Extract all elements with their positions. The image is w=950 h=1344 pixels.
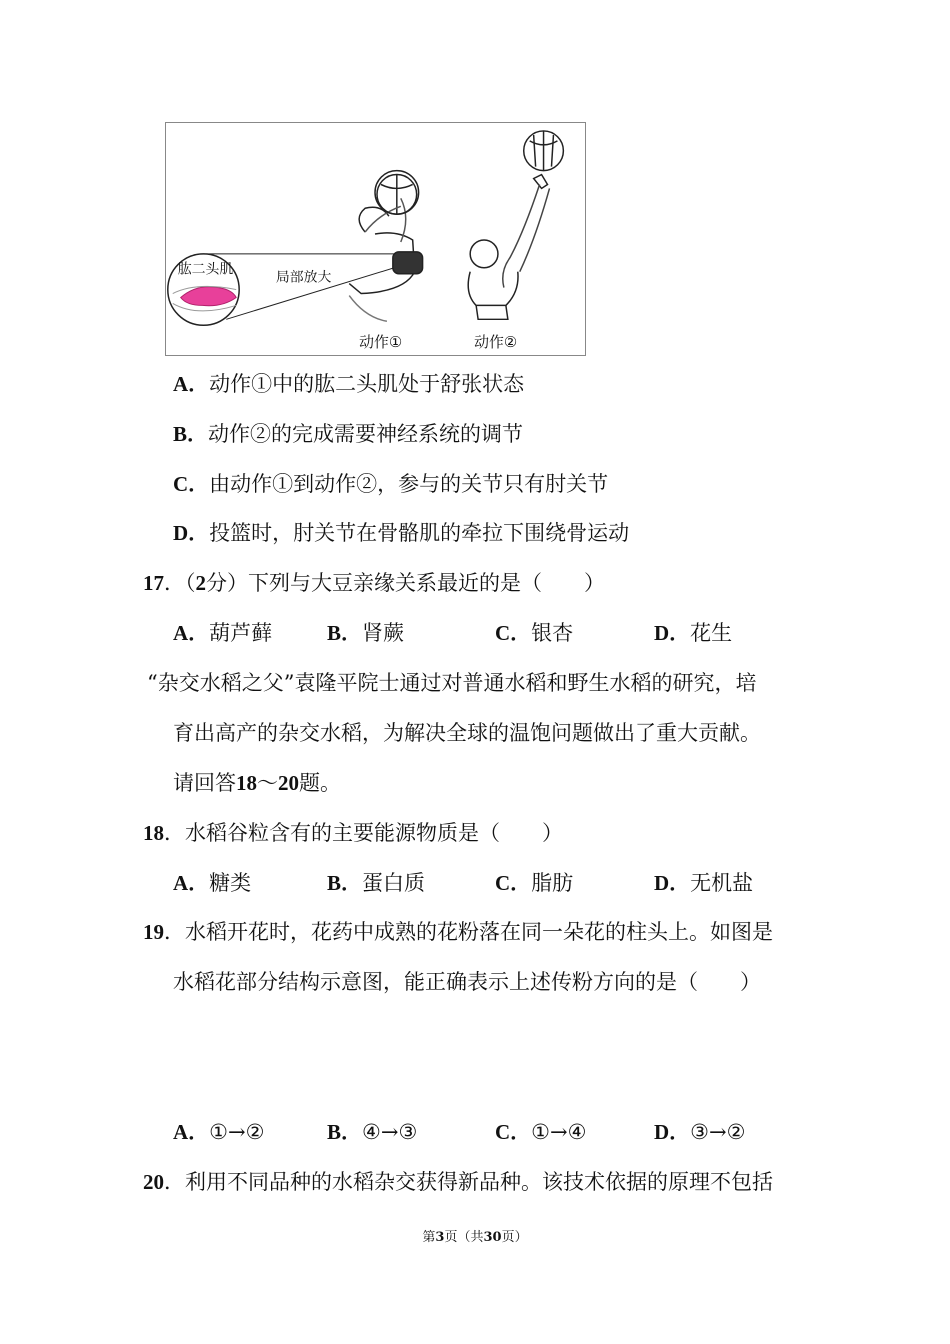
action-1-label: 动作① [359,333,403,352]
q19-option-a: A．①→② [173,1120,265,1144]
passage-line-1: “杂交水稻之父”袁隆平院士通过对普通水稻和野生水稻的研究，培 [147,671,757,695]
figure-illustration [166,123,585,355]
page-footer: 第3页（共30页） [422,1230,528,1245]
passage-line-3: 请回答18～20题。 [173,771,341,795]
magnify-label: 局部放大 [275,269,332,286]
q19-option-d: D．③→② [654,1120,746,1144]
q17-stem: 17．（2分）下列与大豆亲缘关系最近的是（ ） [143,571,605,595]
passage-line-2: 育出高产的杂交水稻，为解决全球的温饱问题做出了重大贡献。 [173,721,761,745]
q17-option-b: B．肾蕨 [327,621,405,645]
q19-stem-line-1: 19．水稻开花时，花药中成熟的花粉落在同一朵花的柱头上。如图是 [143,920,773,944]
q17-option-c: C．银杏 [495,621,574,645]
q18-option-d: D．无机盐 [654,871,754,895]
q19-option-b: B．④→③ [327,1120,418,1144]
q16-option-c: C．由动作①到动作②，参与的关节只有肘关节 [173,472,609,496]
q17-option-a: A．葫芦藓 [173,621,273,645]
biceps-label: 肱二头肌 [177,261,234,278]
q16-option-b: B．动作②的完成需要神经系统的调节 [173,422,524,446]
q18-option-c: C．脂肪 [495,871,574,895]
q18-stem: 18．水稻谷粒含有的主要能源物质是（ ） [143,821,563,845]
q19-stem-line-2: 水稻花部分结构示意图，能正确表示上述传粉方向的是（ ） [173,970,761,994]
q20-stem: 20．利用不同品种的水稻杂交获得新品种。该技术依据的原理不包括 [143,1170,773,1194]
q18-option-a: A．糖类 [173,871,252,895]
player-1-icon [349,175,422,322]
q19-option-c: C．①→④ [495,1120,587,1144]
basketball-arm-figure [165,122,586,356]
q17-option-d: D．花生 [654,621,733,645]
player-2-icon [468,131,563,319]
q16-option-a: A．动作①中的肱二头肌处于舒张状态 [173,372,525,396]
q18-option-b: B．蛋白质 [327,871,426,895]
action-2-label: 动作② [474,333,518,352]
q16-option-d: D．投篮时，肘关节在骨骼肌的牵拉下围绕骨运动 [173,521,630,545]
